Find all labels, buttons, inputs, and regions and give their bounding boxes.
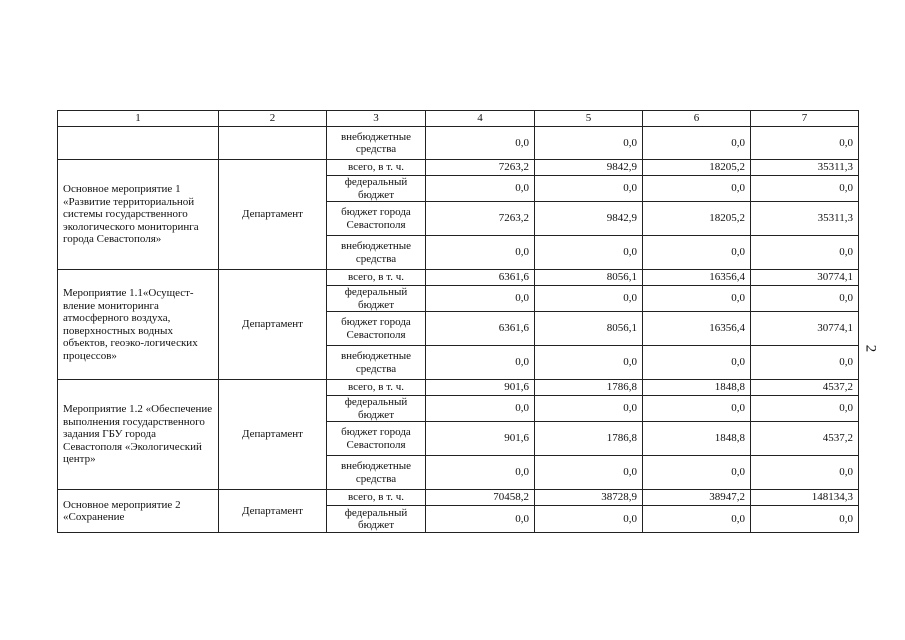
page-number: 2	[862, 344, 879, 353]
amount-cell: 0,0	[643, 176, 751, 202]
funding-source-cell: федеральный бюджет	[327, 286, 426, 312]
table-row	[58, 270, 859, 286]
funding-source-cell: внебюджетные средства	[327, 127, 426, 160]
event-name-cell	[58, 127, 219, 160]
amount-cell: 35311,3	[751, 160, 859, 176]
funding-source-cell: федеральный бюджет	[327, 176, 426, 202]
amount-cell: 0,0	[751, 286, 859, 312]
amount-cell: 7263,2	[426, 202, 535, 236]
amount-cell: 35311,3	[751, 202, 859, 236]
amount-cell: 0,0	[643, 396, 751, 422]
funding-source-cell: бюджет города Севастополя	[327, 422, 426, 456]
amount-cell: 0,0	[426, 506, 535, 533]
amount-cell: 0,0	[426, 456, 535, 490]
department-cell: Департамент	[219, 160, 327, 270]
amount-cell: 0,0	[643, 127, 751, 160]
amount-cell: 38728,9	[535, 490, 643, 506]
amount-cell: 0,0	[751, 236, 859, 270]
header-cell: 6	[643, 111, 751, 127]
funding-source-cell: внебюджетные средства	[327, 346, 426, 380]
amount-cell: 0,0	[535, 506, 643, 533]
amount-cell: 0,0	[535, 127, 643, 160]
amount-cell: 1848,8	[643, 422, 751, 456]
amount-cell: 9842,9	[535, 160, 643, 176]
amount-cell: 0,0	[751, 456, 859, 490]
amount-cell: 0,0	[751, 346, 859, 380]
funding-source-cell: бюджет города Севастополя	[327, 312, 426, 346]
header-cell: 7	[751, 111, 859, 127]
table-row	[58, 380, 859, 396]
amount-cell: 0,0	[426, 286, 535, 312]
amount-cell: 9842,9	[535, 202, 643, 236]
funding-source-cell: федеральный бюджет	[327, 396, 426, 422]
amount-cell: 30774,1	[751, 270, 859, 286]
event-name-cell: Мероприятие 1.1«Осущест-вление мониторинга атмосферного воздуха, поверхностных водных объектов, геоэко-логических процессов»	[58, 270, 219, 380]
table-row	[58, 490, 859, 506]
funding-source-cell: внебюджетные средства	[327, 456, 426, 490]
amount-cell: 7263,2	[426, 160, 535, 176]
event-name-cell: Мероприятие 1.2 «Обеспечение выполнения государственного задания ГБУ города Севастополя «Экологический центр»	[58, 380, 219, 490]
funding-source-cell: всего, в т. ч.	[327, 490, 426, 506]
event-name-cell: Основное мероприятие 1 «Развитие территориальной системы государственного экологического мониторинга города Севастополя»	[58, 160, 219, 270]
amount-cell: 38947,2	[643, 490, 751, 506]
amount-cell: 1848,8	[643, 380, 751, 396]
amount-cell: 0,0	[751, 396, 859, 422]
amount-cell: 0,0	[426, 127, 535, 160]
amount-cell: 148134,3	[751, 490, 859, 506]
amount-cell: 0,0	[751, 127, 859, 160]
amount-cell: 0,0	[535, 346, 643, 380]
budget-table	[57, 110, 859, 533]
amount-cell: 1786,8	[535, 422, 643, 456]
header-cell: 2	[219, 111, 327, 127]
amount-cell: 0,0	[535, 396, 643, 422]
amount-cell: 0,0	[643, 286, 751, 312]
amount-cell: 0,0	[643, 456, 751, 490]
amount-cell: 30774,1	[751, 312, 859, 346]
amount-cell: 1786,8	[535, 380, 643, 396]
amount-cell: 0,0	[535, 286, 643, 312]
amount-cell: 70458,2	[426, 490, 535, 506]
funding-source-cell: бюджет города Севастополя	[327, 202, 426, 236]
header-cell: 3	[327, 111, 426, 127]
event-name-cell: Основное мероприятие 2 «Сохранение	[58, 490, 219, 533]
amount-cell: 18205,2	[643, 160, 751, 176]
amount-cell: 8056,1	[535, 312, 643, 346]
amount-cell: 8056,1	[535, 270, 643, 286]
amount-cell: 16356,4	[643, 312, 751, 346]
amount-cell: 0,0	[643, 346, 751, 380]
amount-cell: 901,6	[426, 422, 535, 456]
amount-cell: 0,0	[426, 236, 535, 270]
table-body	[58, 127, 859, 533]
funding-source-cell: всего, в т. ч.	[327, 270, 426, 286]
amount-cell: 901,6	[426, 380, 535, 396]
header-cell: 5	[535, 111, 643, 127]
amount-cell: 4537,2	[751, 422, 859, 456]
amount-cell: 0,0	[535, 456, 643, 490]
amount-cell: 16356,4	[643, 270, 751, 286]
funding-source-cell: всего, в т. ч.	[327, 380, 426, 396]
funding-source-cell: федеральный бюджет	[327, 506, 426, 533]
amount-cell: 4537,2	[751, 380, 859, 396]
department-cell	[219, 127, 327, 160]
amount-cell: 18205,2	[643, 202, 751, 236]
department-cell: Департамент	[219, 270, 327, 380]
amount-cell: 0,0	[643, 506, 751, 533]
amount-cell: 0,0	[535, 176, 643, 202]
amount-cell: 0,0	[426, 176, 535, 202]
table-row	[58, 160, 859, 176]
amount-cell: 0,0	[751, 506, 859, 533]
funding-source-cell: внебюджетные средства	[327, 236, 426, 270]
department-cell: Департамент	[219, 490, 327, 533]
amount-cell: 6361,6	[426, 270, 535, 286]
amount-cell: 0,0	[535, 236, 643, 270]
amount-cell: 0,0	[751, 176, 859, 202]
department-cell: Департамент	[219, 380, 327, 490]
amount-cell: 0,0	[643, 236, 751, 270]
header-cell: 1	[58, 111, 219, 127]
amount-cell: 0,0	[426, 396, 535, 422]
header-row	[58, 111, 859, 127]
amount-cell: 0,0	[426, 346, 535, 380]
table-row	[58, 127, 859, 160]
header-cell: 4	[426, 111, 535, 127]
funding-source-cell: всего, в т. ч.	[327, 160, 426, 176]
amount-cell: 6361,6	[426, 312, 535, 346]
